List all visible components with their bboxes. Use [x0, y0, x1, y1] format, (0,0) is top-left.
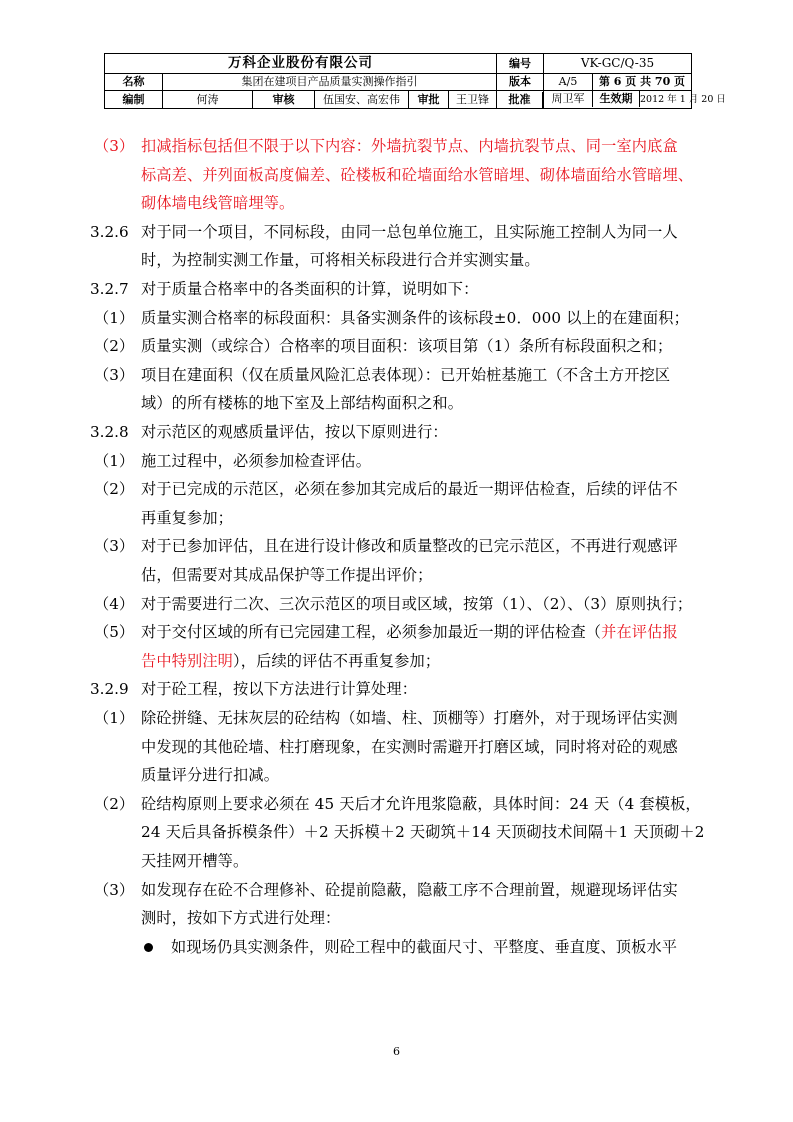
- version-label: 版本: [497, 74, 544, 91]
- body-text-segment: 对于砼工程，按以下方法进行计算处理：: [141, 680, 418, 699]
- body-text-segment: 24 天后具备拆模条件）＋2 天拆模＋2 天砌筑＋14 天顶砌技术间隔＋1 天顶砌＋2: [141, 823, 705, 842]
- body-text-line: [141, 193, 294, 213]
- body-text-segment: 时，为控制实测工作量，可将相关标段进行合并实测实量。: [141, 251, 540, 270]
- body-text-line: [141, 393, 463, 413]
- name-label: 名称: [105, 74, 163, 91]
- body-text-line: [141, 908, 340, 928]
- body-text-segment: 施工过程中，必须参加检查评估。: [141, 451, 372, 470]
- body-text-segment: 质量实测合格率的标段面积：具备实测条件的该标段±0．000 以上的在建面积；: [141, 308, 689, 327]
- approve-value: 王卫锋: [449, 91, 497, 109]
- body-text-line: [141, 422, 448, 442]
- body-text-segment: 标高差、并列面板高度偏差、砼楼板和砼墙面给水管暗埋、砌体墙面给水管暗埋、: [141, 165, 694, 184]
- review-value: 伍国安、高宏伟: [315, 91, 409, 109]
- body-text-segment: 对于已参加评估，且在进行设计修改和质量整改的已完示范区，不再进行观感评: [141, 537, 678, 556]
- effective-value: 2012 年 1 月 20 日: [640, 94, 726, 105]
- body-text-line: [141, 479, 678, 499]
- line-number: （1）: [94, 451, 135, 470]
- body-text-segment: 对于同一个项目，不同标段，由同一总包单位施工，且实际施工控制人为同一人: [141, 222, 678, 241]
- body-text-segment: ），后续的评估不再重复参加；: [233, 651, 441, 670]
- body-text-segment: 质量实测（或综合）合格率的项目面积：该项目第（1）条所有标段面积之和；: [141, 337, 673, 356]
- body-text-line: [141, 851, 248, 871]
- author-value: 何涛: [163, 91, 253, 109]
- line-number: （3）: [94, 537, 135, 556]
- line-number: （3）: [94, 365, 135, 384]
- body-text-segment: 对于交付区域的所有已完园建工程，必须参加最近一期的评估检查（: [141, 623, 602, 642]
- body-text-segment: 天挂网开槽等。: [141, 852, 249, 870]
- line-number: 3.2.8: [90, 423, 129, 441]
- body-text-segment: 对于需要进行二次、三次示范区的项目或区域，按第（1）、（2）、（3）原则执行；: [141, 594, 693, 613]
- body-text-line: [141, 308, 689, 328]
- body-text-line: [141, 622, 678, 642]
- name-value: 集团在建项目产品质量实测操作指引: [163, 74, 497, 91]
- ratify-label: 批准: [497, 92, 543, 108]
- line-number: （2）: [94, 794, 135, 813]
- page-info: 第 6 页 共 70 页: [598, 75, 686, 88]
- body-text-segment: 中发现的其他砼墙、柱打磨现象，在实测时需避开打磨区域，同时将对砼的观感: [141, 737, 678, 756]
- body-text-line: [141, 794, 701, 814]
- line-number: （4）: [94, 594, 135, 613]
- effective-label: 生效期: [593, 91, 640, 107]
- body-text-segment: 扣减指标包括但不限于以下内容：外墙抗裂节点、内墙抗裂节点、同一室内底盒: [141, 137, 678, 155]
- line-number: （3）: [94, 137, 135, 155]
- body-text-segment: 质量评分进行扣减。: [141, 766, 280, 785]
- bullet-icon: [144, 943, 153, 952]
- line-number: 3.2.7: [90, 280, 129, 298]
- body-text-line: [141, 165, 693, 185]
- body-text-line: [141, 708, 678, 728]
- body-text-line: [141, 536, 678, 556]
- code-value: VK-GC/Q-35: [544, 54, 692, 74]
- body-text-line: [141, 279, 478, 299]
- body-text-line: [141, 594, 692, 614]
- body-text-segment: 砼结构原则上要求必须在 45 天后才允许甩浆隐蔽，具体时间：24 天（4 套模板，: [141, 794, 701, 813]
- page-number: 6: [393, 1045, 400, 1058]
- body-text-segment: 项目在建面积（仅在质量风险汇总表体现）：已开始桩基施工（不含土方开挖区: [141, 365, 671, 384]
- line-number: （1）: [94, 709, 135, 727]
- body-text-line: [141, 565, 432, 585]
- body-text-line: [141, 451, 371, 471]
- body-text-line: [141, 250, 540, 270]
- body-text-line: [141, 822, 705, 842]
- ratify-value: 周卫军: [544, 91, 593, 107]
- line-number: （5）: [94, 623, 135, 642]
- highlight-text: 告中特别注明: [141, 651, 234, 670]
- body-text-segment: 测时，按如下方式进行处理：: [141, 909, 341, 928]
- body-text-line: [141, 365, 670, 385]
- body-text-line: [141, 880, 678, 900]
- line-number: （2）: [94, 480, 135, 499]
- body-text-line: [141, 651, 440, 671]
- document-header-table: [104, 53, 726, 109]
- body-text-line: [141, 508, 233, 528]
- body-text-line: [141, 737, 678, 757]
- line-number: 3.2.9: [90, 680, 129, 699]
- body-text-segment: 域）的所有楼栋的地下室及上部结构面积之和。: [141, 394, 464, 413]
- company-name: 万科企业股份有限公司: [105, 54, 497, 74]
- approve-label: 审批: [409, 91, 449, 109]
- body-text-segment: 估，但需要对其成品保护等工作提出评价；: [141, 566, 433, 584]
- body-text-line: [141, 679, 417, 699]
- body-text-segment: 再重复参加；: [141, 508, 234, 527]
- line-number: （1）: [94, 308, 135, 327]
- code-label: 编号: [497, 54, 544, 74]
- body-text-segment: 砌体墙电线管暗埋等。: [141, 194, 295, 213]
- author-label: 编制: [105, 91, 163, 109]
- version-value: A/5: [544, 74, 593, 90]
- body-text-segment: 对于已完成的示范区，必须在参加其完成后的最近一期评估检查，后续的评估不: [141, 480, 678, 499]
- body-text-line: [141, 336, 672, 356]
- line-number: 3.2.6: [90, 222, 129, 241]
- body-text-segment: 如发现存在砼不合理修补、砼提前隐蔽，隐蔽工序不合理前置，规避现场评估实: [141, 880, 678, 899]
- body-text-segment: 如现场仍具实测条件，则砼工程中的截面尺寸、平整度、垂直度、顶板水平: [171, 937, 678, 956]
- review-label: 审核: [253, 91, 315, 109]
- body-text-segment: 对示范区的观感质量评估，按以下原则进行：: [141, 423, 448, 441]
- line-number: （3）: [94, 880, 135, 899]
- body-text-line: [141, 136, 678, 156]
- body-text-segment: 除砼拼缝、无抹灰层的砼结构（如墙、柱、顶棚等）打磨外，对于现场评估实测: [141, 709, 678, 727]
- highlight-text: 并在评估报: [601, 623, 678, 642]
- body-text-line: [171, 937, 677, 957]
- body-text-segment: 对于质量合格率中的各类面积的计算，说明如下：: [141, 280, 479, 298]
- body-text-line: [141, 765, 279, 785]
- line-number: （2）: [94, 337, 135, 356]
- body-text-line: [141, 222, 678, 242]
